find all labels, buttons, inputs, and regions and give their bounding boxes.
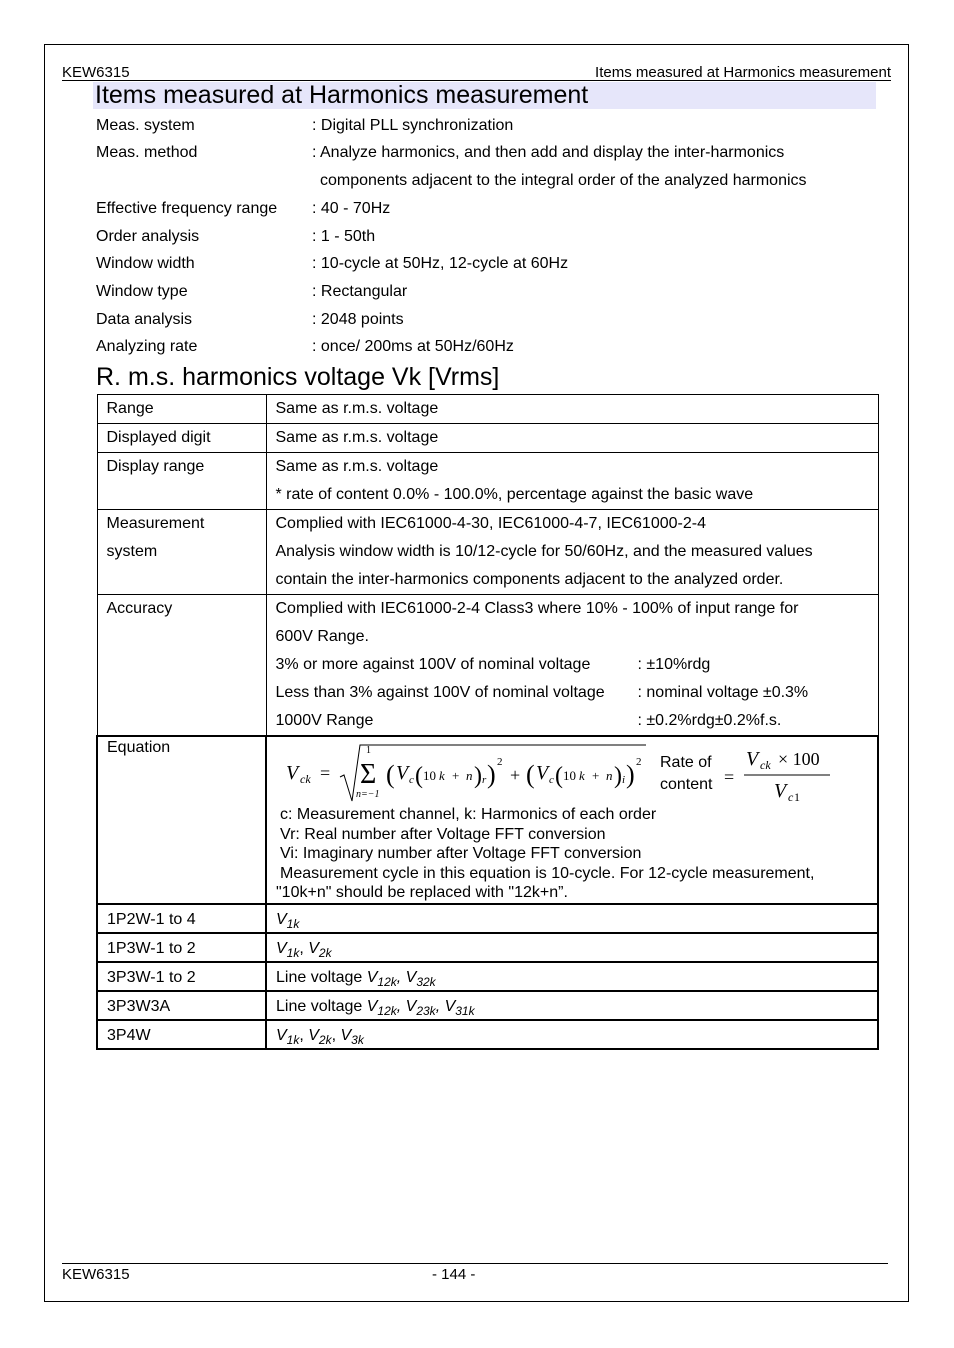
- svg-text:(: (: [386, 760, 395, 789]
- wiring-variable: $V_{1k}$: [276, 939, 300, 960]
- content-label: content: [660, 776, 713, 793]
- wiring-variable: $V_{2k}$: [308, 1026, 332, 1047]
- table-row: [97, 395, 878, 424]
- spec-label-meas-system: Meas. system: [96, 117, 195, 134]
- table-row: [97, 962, 878, 991]
- table-row: [97, 736, 878, 904]
- row-value-display-range-1: Same as r.m.s. voltage: [275, 458, 439, 475]
- table-row: [97, 510, 878, 595]
- wiring-variable: $V_{1k}$: [276, 1026, 300, 1047]
- equation-note-5: "10k+n" should be replaced with "12k+n”.: [276, 884, 568, 901]
- row-label-system: system: [106, 543, 158, 560]
- spec-value-meas-method-cont: components adjacent to the integral order of the analyzed harmonics: [320, 172, 807, 189]
- svg-text:ck: ck: [760, 758, 771, 772]
- wiring-label: 3P3W3A: [107, 997, 171, 1015]
- spec-value-order-analysis: : 1 - 50th: [312, 228, 376, 245]
- wiring-label: 1P2W-1 to 4: [107, 910, 196, 928]
- accuracy-val-1: : ±10%rdg: [637, 656, 711, 673]
- spec-label-order-analysis: Order analysis: [96, 228, 200, 245]
- accuracy-line-2: 600V Range.: [275, 628, 369, 645]
- wiring-variable: $V_{12k}$: [366, 997, 397, 1018]
- rms-harmonic-equation: [280, 739, 660, 805]
- spec-label-window-type: Window type: [96, 283, 188, 300]
- svg-text:V: V: [396, 762, 409, 784]
- row-label-measurement: Measurement: [106, 515, 205, 532]
- table-row: [97, 453, 878, 510]
- equation-note-2: Vr: Real number after Voltage FFT conversion: [280, 825, 606, 843]
- equation-note-3: Vi: Imaginary number after Voltage FFT conversion: [280, 845, 642, 862]
- rate-of-label: Rate of: [660, 754, 712, 771]
- svg-text:n: n: [466, 768, 473, 783]
- row-value-measurement-2: Analysis window width is 10/12-cycle for 50/60Hz, and the measured values: [275, 543, 813, 560]
- spec-value-freq-range: : 40 - 70Hz: [312, 200, 391, 217]
- accuracy-val-3: : ±0.2%rdg±0.2%f.s.: [637, 712, 782, 729]
- svg-text:): ): [626, 760, 635, 789]
- spec-value-data-analysis: : 2048 points: [312, 311, 404, 328]
- svg-text:1: 1: [794, 790, 800, 804]
- row-value-range: Same as r.m.s. voltage: [275, 400, 439, 417]
- accuracy-row-2: [276, 679, 878, 707]
- table-row: [97, 991, 878, 1020]
- spec-value-analyzing-rate: : once/ 200ms at 50Hz/60Hz: [312, 338, 514, 355]
- svg-text:(: (: [526, 760, 535, 789]
- row-label-display-range: Display range: [106, 458, 205, 475]
- header-left: KEW6315: [62, 64, 130, 81]
- wiring-prefix: Line voltage: [276, 968, 367, 986]
- svg-text:i: i: [622, 774, 626, 786]
- accuracy-row-1: [276, 651, 878, 679]
- svg-text:V: V: [746, 748, 759, 770]
- footer-rule: [62, 1263, 888, 1264]
- row-label-range: Range: [106, 400, 154, 417]
- wiring-value: $V_{1k}$, $V_{2k}$: [276, 939, 332, 960]
- svg-text:Σ: Σ: [360, 759, 377, 790]
- wiring-variable: $V_{23k}$: [405, 997, 436, 1018]
- spec-value-meas-system: : Digital PLL synchronization: [312, 117, 514, 134]
- table-row: [97, 1020, 878, 1049]
- svg-text:10: 10: [563, 768, 576, 783]
- wiring-value: [276, 905, 877, 932]
- wiring-prefix: Line voltage: [276, 997, 367, 1015]
- accuracy-cond-1: 3% or more against 100V of nominal voltage: [275, 656, 591, 673]
- spec-value-window-type: : Rectangular: [312, 283, 408, 300]
- spec-value-meas-method: : Analyze harmonics, and then add and display the inter-harmonics: [312, 144, 785, 161]
- accuracy-cond-2: Less than 3% against 100V of nominal voltage: [275, 684, 605, 701]
- wiring-value: $V_{1k}$, $V_{2k}$, $V_{3k}$: [276, 1026, 364, 1047]
- svg-text:(: (: [555, 763, 563, 789]
- svg-text:r: r: [482, 774, 487, 786]
- equation-notes: [276, 805, 877, 903]
- accuracy-val-2: : nominal voltage ±0.3%: [637, 684, 809, 701]
- equation-area: [276, 737, 877, 805]
- rate-of-content-equation: [716, 741, 836, 805]
- svg-text:(: (: [415, 763, 423, 789]
- equation-note-1: c: Measurement channel, k: Harmonics of each order: [280, 806, 657, 823]
- row-value-display-range-2: * rate of content 0.0% - 100.0%, percentage against the basic wave: [275, 486, 754, 503]
- svg-text:): ): [487, 760, 496, 789]
- svg-text:× 100: × 100: [778, 749, 820, 769]
- svg-text:c: c: [409, 774, 414, 786]
- accuracy-row-3: [276, 707, 878, 735]
- row-label-equation: Equation: [107, 739, 171, 756]
- svg-text:): ): [474, 763, 482, 789]
- rate-of-content-label: [660, 752, 712, 796]
- wiring-variable: $V_{31k}$: [444, 997, 475, 1018]
- wiring-label: 3P3W-1 to 2: [107, 968, 196, 986]
- row-value-measurement-1: Complied with IEC61000-4-30, IEC61000-4-7, IEC61000-2-4: [275, 515, 706, 532]
- accuracy-cond-3: 1000V Range: [275, 712, 374, 729]
- svg-text:V: V: [774, 780, 787, 802]
- svg-text:2: 2: [497, 756, 503, 768]
- svg-text:k: k: [579, 768, 585, 783]
- svg-text:2: 2: [636, 756, 642, 768]
- svg-text:V: V: [536, 762, 549, 784]
- svg-text:c: c: [788, 790, 794, 804]
- spec-label-freq-range: Effective frequency range: [96, 200, 278, 217]
- svg-text:=: =: [320, 763, 331, 783]
- spec-label-analyzing-rate: Analyzing rate: [96, 338, 198, 355]
- spec-label-meas-method: Meas. method: [96, 144, 198, 161]
- row-label-accuracy: Accuracy: [106, 600, 173, 617]
- page-number: - 144 -: [432, 1266, 476, 1283]
- row-value-measurement-3: contain the inter-harmonics components adjacent to the analyzed order.: [275, 571, 784, 588]
- row-label-displayed-digit: Displayed digit: [106, 429, 211, 446]
- table-row: [97, 933, 878, 962]
- wiring-variable: $V_{2k}$: [308, 939, 332, 960]
- spec-label-data-analysis: Data analysis: [96, 311, 193, 328]
- svg-text:+: +: [592, 768, 600, 783]
- svg-text:n: n: [606, 768, 613, 783]
- svg-text:1: 1: [366, 745, 371, 756]
- svg-text:10: 10: [423, 768, 436, 783]
- svg-text:n=−1: n=−1: [356, 789, 380, 800]
- wiring-variable: $V_{3k}$: [340, 1026, 364, 1047]
- wiring-label: 1P3W-1 to 2: [107, 939, 196, 957]
- wiring-value: Line voltage $V_{12k}$, $V_{23k}$, $V_{31k}$: [276, 997, 475, 1018]
- row-value-displayed-digit: Same as r.m.s. voltage: [275, 429, 439, 446]
- spec-table: [96, 394, 879, 1050]
- spec-label-window-width: Window width: [96, 255, 195, 272]
- svg-text:+: +: [510, 765, 521, 785]
- table-row: [97, 904, 878, 933]
- wiring-value: Line voltage $V_{12k}$, $V_{32k}$: [276, 968, 436, 989]
- wiring-variable: $V_{32k}$: [405, 968, 436, 989]
- svg-text:): ): [614, 763, 622, 789]
- section-title: Items measured at Harmonics measurement: [93, 82, 876, 109]
- svg-text:V: V: [286, 762, 299, 784]
- wiring-variable: $V_{12k}$: [366, 968, 397, 989]
- accuracy-line-1: Complied with IEC61000-2-4 Class3 where 10% - 100% of input range for: [275, 600, 799, 617]
- svg-text:+: +: [452, 768, 460, 783]
- svg-text:=: =: [724, 767, 735, 787]
- svg-text:c: c: [549, 774, 554, 786]
- wiring-label: 3P4W: [107, 1026, 151, 1044]
- spec-value-window-width: : 10-cycle at 50Hz, 12-cycle at 60Hz: [312, 255, 569, 272]
- svg-text:ck: ck: [300, 772, 311, 786]
- wiring-variable: $V_{1k}$: [276, 910, 300, 931]
- table-row: [97, 424, 878, 453]
- equation-note-4: Measurement cycle in this equation is 10-cycle. For 12-cycle measurement,: [280, 864, 815, 882]
- svg-text:k: k: [439, 768, 445, 783]
- subsection-title: R. m.s. harmonics voltage Vk [Vrms]: [96, 363, 500, 391]
- table-row: [97, 595, 878, 737]
- footer-left: KEW6315: [62, 1266, 130, 1283]
- header-right: Items measured at Harmonics measurement: [595, 64, 891, 81]
